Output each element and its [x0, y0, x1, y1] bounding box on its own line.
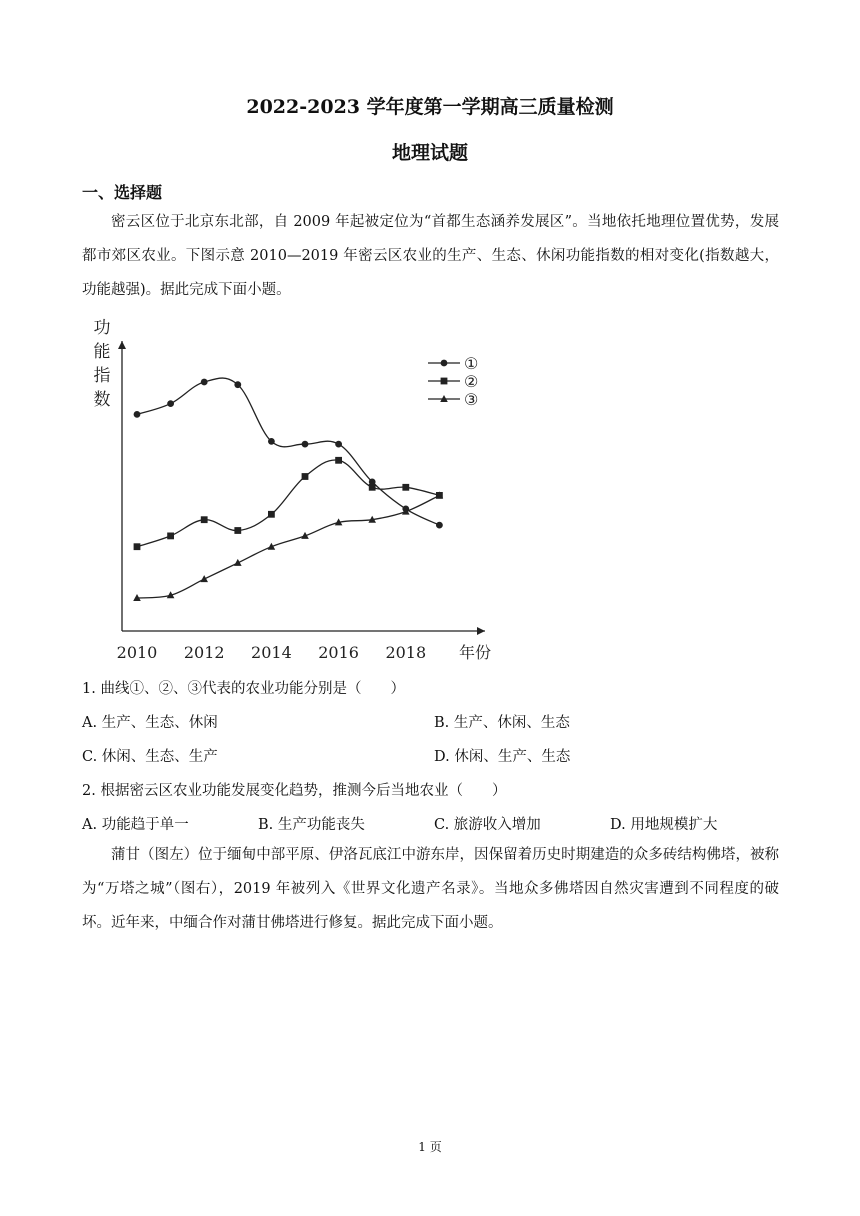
data-point — [134, 411, 141, 418]
data-point — [441, 360, 448, 367]
q2-option-c[interactable]: C. 旅游收入增加 — [434, 817, 541, 833]
x-axis-arrow — [477, 627, 485, 635]
series-line-1 — [137, 378, 439, 525]
y-axis-label-char: 指 — [93, 366, 111, 386]
legend-label: ① — [464, 354, 479, 373]
chart-series — [133, 378, 443, 601]
series-line-2 — [137, 460, 439, 547]
x-tick-label: 2010 — [116, 643, 158, 662]
chart-axes — [118, 341, 485, 635]
x-tick-label: 2012 — [183, 643, 225, 662]
data-point — [167, 533, 174, 540]
passage-1: 密云区位于北京东北部，自 2009 年起被定位为“首都生态涵养发展区”。当地依托地理位置优势，发展都市郊区农业。下图示意 2010—2019 年密云区农业的生产、生态、休闲功能指数的相对变化(指数越大，功能越强)。据此完成下面小题。 — [82, 214, 779, 298]
x-axis-label: 年份 — [458, 643, 492, 662]
q1-option-b[interactable]: B. 生产、休闲、生态 — [434, 715, 570, 731]
data-point — [268, 438, 275, 445]
y-axis-label-char: 能 — [93, 342, 111, 362]
data-point — [234, 559, 242, 566]
series-1 — [134, 378, 443, 528]
data-point — [167, 400, 174, 407]
line-chart — [85, 313, 505, 665]
data-point — [335, 457, 342, 464]
q1-option-d[interactable]: D. 休闲、生产、生态 — [434, 749, 571, 765]
page-subtitle: 地理试题 — [391, 142, 468, 164]
y-axis-label-char: 数 — [93, 390, 111, 410]
data-point — [201, 516, 208, 523]
data-point — [234, 527, 241, 534]
page-title: 2022-2023 学年度第一学期高三质量检测 — [246, 96, 614, 118]
data-point — [402, 484, 409, 491]
y-axis-label — [94, 318, 111, 410]
data-point — [441, 378, 448, 385]
data-point — [268, 511, 275, 518]
legend-label: ② — [464, 372, 479, 391]
passage-2: 蒲甘（图左）位于缅甸中部平原、伊洛瓦底江中游东岸，因保留着历史时期建造的众多砖结构佛塔，被称为“万塔之城”（图右），2019 年被列入《世界文化遗产名录》。当地众多佛塔因自然灾害遭到不同程度的破坏。近年来，中缅合作对蒲甘佛塔进行修复。据此完成下面小题。 — [82, 847, 779, 931]
q1-option-a[interactable]: A. 生产、生态、休闲 — [82, 715, 218, 731]
data-point — [200, 575, 208, 582]
y-axis-label-char: 功 — [93, 318, 111, 338]
q1-option-c[interactable]: C. 休闲、生态、生产 — [82, 749, 218, 765]
x-tick-label: 2016 — [318, 643, 359, 662]
data-point — [369, 484, 376, 491]
chart-legend — [428, 354, 478, 409]
x-tick-label: 2018 — [385, 643, 427, 662]
data-point — [436, 522, 443, 529]
series-line-3 — [137, 495, 439, 598]
question-2-stem: 2. 根据密云区农业功能发展变化趋势，推测今后当地农业（ ） — [82, 783, 507, 799]
question-1-stem: 1. 曲线①、②、③代表的农业功能分别是（ ） — [82, 681, 405, 697]
data-point — [302, 441, 309, 448]
q2-option-d[interactable]: D. 用地规模扩大 — [610, 817, 718, 833]
data-point — [201, 379, 208, 386]
legend-label: ③ — [464, 390, 479, 409]
section-title: 一、选择题 — [82, 183, 163, 202]
y-axis-arrow — [118, 341, 126, 349]
page-number: 1 页 — [418, 1140, 442, 1154]
series-2 — [134, 457, 443, 550]
x-axis-label — [459, 643, 491, 662]
data-point — [234, 381, 241, 388]
q2-option-a[interactable]: A. 功能趋于单一 — [82, 817, 189, 833]
data-point — [134, 543, 141, 550]
series-3 — [133, 491, 443, 601]
data-point — [335, 441, 342, 448]
data-point — [302, 473, 309, 480]
x-tick-label: 2014 — [251, 643, 292, 662]
x-tick-labels — [117, 643, 427, 662]
q2-option-b[interactable]: B. 生产功能丧失 — [258, 817, 365, 833]
